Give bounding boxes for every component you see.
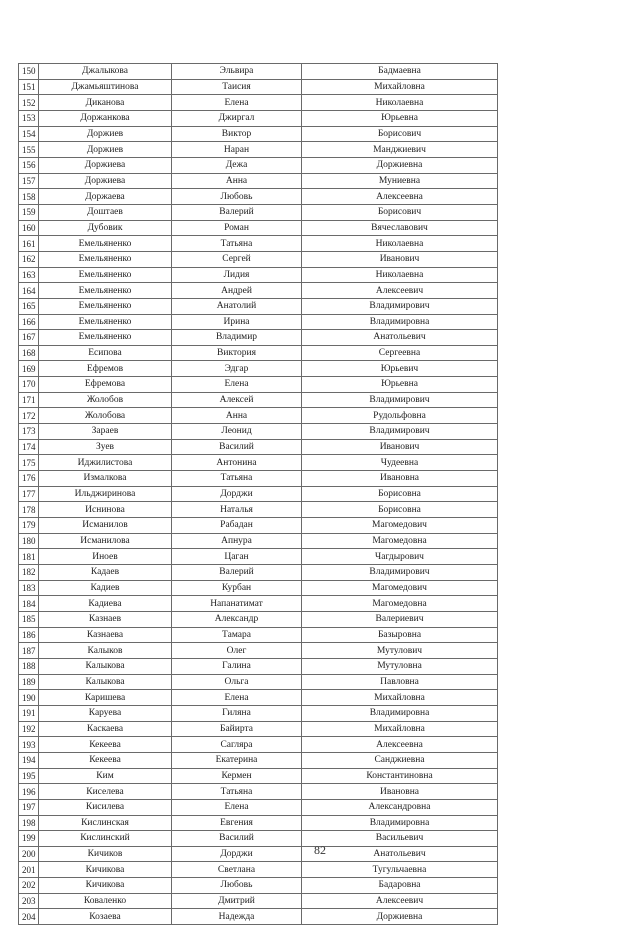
surname-cell: Есипова — [39, 345, 172, 361]
patronymic-cell: Магомедович — [302, 580, 498, 596]
row-number-cell: 194 — [19, 752, 39, 768]
first-name-cell: Апнура — [172, 533, 302, 549]
patronymic-cell: Иванович — [302, 439, 498, 455]
patronymic-cell: Санджиевна — [302, 752, 498, 768]
table-row — [19, 690, 498, 706]
first-name-cell: Байирта — [172, 721, 302, 737]
row-number-cell: 157 — [19, 173, 39, 189]
row-number-cell: 178 — [19, 502, 39, 518]
row-number-cell: 204 — [19, 909, 39, 925]
table-row — [19, 157, 498, 173]
row-number-cell: 160 — [19, 220, 39, 236]
row-number-cell: 182 — [19, 565, 39, 581]
patronymic-cell: Владимирович — [302, 392, 498, 408]
surname-cell: Джалыкова — [39, 64, 172, 80]
surname-cell: Ким — [39, 768, 172, 784]
row-number-cell: 165 — [19, 298, 39, 314]
surname-cell: Доржиева — [39, 157, 172, 173]
first-name-cell: Леонид — [172, 424, 302, 440]
row-number-cell: 161 — [19, 236, 39, 252]
row-number-cell: 187 — [19, 643, 39, 659]
first-name-cell: Екатерина — [172, 752, 302, 768]
first-name-cell: Напанатимат — [172, 596, 302, 612]
patronymic-cell: Анатольевич — [302, 846, 498, 862]
first-name-cell: Анна — [172, 173, 302, 189]
table-row — [19, 361, 498, 377]
surname-cell: Кислинская — [39, 815, 172, 831]
row-number-cell: 155 — [19, 142, 39, 158]
surname-cell: Доржиев — [39, 126, 172, 142]
surname-cell: Иджилистова — [39, 455, 172, 471]
row-number-cell: 167 — [19, 330, 39, 346]
patronymic-cell: Юрьевич — [302, 361, 498, 377]
table-row — [19, 799, 498, 815]
table-row — [19, 643, 498, 659]
patronymic-cell: Михайловна — [302, 690, 498, 706]
first-name-cell: Гиляна — [172, 705, 302, 721]
table-row — [19, 862, 498, 878]
patronymic-cell: Александровна — [302, 799, 498, 815]
table-row — [19, 267, 498, 283]
patronymic-cell: Борисович — [302, 204, 498, 220]
patronymic-cell: Алексеевна — [302, 189, 498, 205]
first-name-cell: Эльвира — [172, 64, 302, 80]
table-row — [19, 580, 498, 596]
patronymic-cell: Павловна — [302, 674, 498, 690]
patronymic-cell: Чудеевна — [302, 455, 498, 471]
surname-cell: Джамьяштинова — [39, 79, 172, 95]
row-number-cell: 195 — [19, 768, 39, 784]
table-row — [19, 721, 498, 737]
patronymic-cell: Магомедовна — [302, 596, 498, 612]
surname-cell: Кекеева — [39, 752, 172, 768]
patronymic-cell: Михайловна — [302, 79, 498, 95]
row-number-cell: 169 — [19, 361, 39, 377]
patronymic-cell: Алексеевич — [302, 893, 498, 909]
table-row — [19, 189, 498, 205]
row-number-cell: 151 — [19, 79, 39, 95]
row-number-cell: 189 — [19, 674, 39, 690]
table-row — [19, 893, 498, 909]
patronymic-cell: Анатольевич — [302, 330, 498, 346]
patronymic-cell: Рудольфовна — [302, 408, 498, 424]
surname-cell: Доржанкова — [39, 110, 172, 126]
table-row — [19, 768, 498, 784]
surname-cell: Ильджиринова — [39, 486, 172, 502]
first-name-cell: Олег — [172, 643, 302, 659]
first-name-cell: Кермен — [172, 768, 302, 784]
table-row — [19, 815, 498, 831]
first-name-cell: Ольга — [172, 674, 302, 690]
first-name-cell: Елена — [172, 799, 302, 815]
first-name-cell: Любовь — [172, 878, 302, 894]
surname-cell: Кекеева — [39, 737, 172, 753]
row-number-cell: 174 — [19, 439, 39, 455]
patronymic-cell: Владимирович — [302, 565, 498, 581]
row-number-cell: 152 — [19, 95, 39, 111]
surname-cell: Доржиева — [39, 173, 172, 189]
first-name-cell: Алексей — [172, 392, 302, 408]
first-name-cell: Таисия — [172, 79, 302, 95]
patronymic-cell: Николаевна — [302, 95, 498, 111]
first-name-cell: Дежа — [172, 157, 302, 173]
first-name-cell: Дорджи — [172, 846, 302, 862]
surname-cell: Кислинский — [39, 831, 172, 847]
row-number-cell: 153 — [19, 110, 39, 126]
row-number-cell: 199 — [19, 831, 39, 847]
surname-cell: Зараев — [39, 424, 172, 440]
first-name-cell: Владимир — [172, 330, 302, 346]
surname-cell: Кичиков — [39, 846, 172, 862]
row-number-cell: 156 — [19, 157, 39, 173]
row-number-cell: 200 — [19, 846, 39, 862]
first-name-cell: Светлана — [172, 862, 302, 878]
first-name-cell: Елена — [172, 95, 302, 111]
first-name-cell: Наталья — [172, 502, 302, 518]
surname-cell: Емельяненко — [39, 298, 172, 314]
row-number-cell: 164 — [19, 283, 39, 299]
first-name-cell: Виктор — [172, 126, 302, 142]
first-name-cell: Курбан — [172, 580, 302, 596]
table-row — [19, 204, 498, 220]
first-name-cell: Татьяна — [172, 784, 302, 800]
row-number-cell: 176 — [19, 471, 39, 487]
row-number-cell: 180 — [19, 533, 39, 549]
surname-cell: Казнаева — [39, 627, 172, 643]
surname-cell: Кичикова — [39, 878, 172, 894]
table-row — [19, 330, 498, 346]
surname-cell: Емельяненко — [39, 267, 172, 283]
roster-table — [18, 63, 498, 925]
first-name-cell: Евгения — [172, 815, 302, 831]
table-row — [19, 752, 498, 768]
surname-cell: Каруева — [39, 705, 172, 721]
table-row — [19, 345, 498, 361]
row-number-cell: 186 — [19, 627, 39, 643]
patronymic-cell: Владимировна — [302, 705, 498, 721]
first-name-cell: Елена — [172, 690, 302, 706]
table-row — [19, 705, 498, 721]
row-number-cell: 177 — [19, 486, 39, 502]
patronymic-cell: Владимировна — [302, 314, 498, 330]
row-number-cell: 162 — [19, 251, 39, 267]
surname-cell: Емельяненко — [39, 251, 172, 267]
surname-cell: Доштаев — [39, 204, 172, 220]
table-row — [19, 95, 498, 111]
row-number-cell: 163 — [19, 267, 39, 283]
first-name-cell: Галина — [172, 658, 302, 674]
surname-cell: Исманилова — [39, 533, 172, 549]
first-name-cell: Антонина — [172, 455, 302, 471]
surname-cell: Иснинова — [39, 502, 172, 518]
table-row — [19, 126, 498, 142]
patronymic-cell: Ивановна — [302, 784, 498, 800]
surname-cell: Киселева — [39, 784, 172, 800]
patronymic-cell: Борисович — [302, 126, 498, 142]
table-row — [19, 377, 498, 393]
patronymic-cell: Николаевна — [302, 236, 498, 252]
patronymic-cell: Владимирович — [302, 424, 498, 440]
table-row — [19, 518, 498, 534]
surname-cell: Исманилов — [39, 518, 172, 534]
first-name-cell: Дорджи — [172, 486, 302, 502]
row-number-cell: 183 — [19, 580, 39, 596]
table-row — [19, 502, 498, 518]
surname-cell: Кадиев — [39, 580, 172, 596]
patronymic-cell: Бадмаевна — [302, 64, 498, 80]
table-row — [19, 737, 498, 753]
table-row — [19, 627, 498, 643]
row-number-cell: 185 — [19, 611, 39, 627]
first-name-cell: Татьяна — [172, 236, 302, 252]
patronymic-cell: Сергеевна — [302, 345, 498, 361]
patronymic-cell: Валериевич — [302, 611, 498, 627]
patronymic-cell: Владимирович — [302, 298, 498, 314]
first-name-cell: Сергей — [172, 251, 302, 267]
first-name-cell: Любовь — [172, 189, 302, 205]
table-row — [19, 424, 498, 440]
patronymic-cell: Ивановна — [302, 471, 498, 487]
row-number-cell: 193 — [19, 737, 39, 753]
page-number: 82 — [314, 843, 326, 857]
patronymic-cell: Иванович — [302, 251, 498, 267]
first-name-cell: Джиргал — [172, 110, 302, 126]
table-row — [19, 439, 498, 455]
table-row — [19, 455, 498, 471]
patronymic-cell: Борисовна — [302, 502, 498, 518]
patronymic-cell: Борисовна — [302, 486, 498, 502]
surname-cell: Каскаева — [39, 721, 172, 737]
patronymic-cell: Чагдырович — [302, 549, 498, 565]
table-row — [19, 611, 498, 627]
patronymic-cell: Тугульчаевна — [302, 862, 498, 878]
first-name-cell: Наран — [172, 142, 302, 158]
table-row — [19, 471, 498, 487]
surname-cell: Кичикова — [39, 862, 172, 878]
surname-cell: Калыкова — [39, 674, 172, 690]
surname-cell: Иноев — [39, 549, 172, 565]
surname-cell: Емельяненко — [39, 283, 172, 299]
table-row — [19, 79, 498, 95]
surname-cell: Козаева — [39, 909, 172, 925]
surname-cell: Кисилева — [39, 799, 172, 815]
row-number-cell: 172 — [19, 408, 39, 424]
first-name-cell: Рабадан — [172, 518, 302, 534]
first-name-cell: Лидия — [172, 267, 302, 283]
table-row — [19, 596, 498, 612]
first-name-cell: Валерий — [172, 565, 302, 581]
table-row — [19, 142, 498, 158]
row-number-cell: 154 — [19, 126, 39, 142]
table-row — [19, 486, 498, 502]
table-row — [19, 314, 498, 330]
table-row — [19, 236, 498, 252]
row-number-cell: 197 — [19, 799, 39, 815]
table-row — [19, 658, 498, 674]
table-row — [19, 408, 498, 424]
first-name-cell: Анатолий — [172, 298, 302, 314]
patronymic-cell: Доржиевна — [302, 157, 498, 173]
row-number-cell: 196 — [19, 784, 39, 800]
patronymic-cell: Николаевна — [302, 267, 498, 283]
surname-cell: Казнаев — [39, 611, 172, 627]
surname-cell: Ефремов — [39, 361, 172, 377]
table-row — [19, 533, 498, 549]
first-name-cell: Василий — [172, 439, 302, 455]
first-name-cell: Виктория — [172, 345, 302, 361]
table-row — [19, 565, 498, 581]
row-number-cell: 184 — [19, 596, 39, 612]
surname-cell: Калыкова — [39, 658, 172, 674]
first-name-cell: Эдгар — [172, 361, 302, 377]
patronymic-cell: Бадаровна — [302, 878, 498, 894]
first-name-cell: Надежда — [172, 909, 302, 925]
surname-cell: Доржиев — [39, 142, 172, 158]
first-name-cell: Анна — [172, 408, 302, 424]
first-name-cell: Андрей — [172, 283, 302, 299]
row-number-cell: 158 — [19, 189, 39, 205]
row-number-cell: 181 — [19, 549, 39, 565]
table-row — [19, 549, 498, 565]
row-number-cell: 190 — [19, 690, 39, 706]
row-number-cell: 202 — [19, 878, 39, 894]
row-number-cell: 191 — [19, 705, 39, 721]
patronymic-cell: Владимировна — [302, 815, 498, 831]
row-number-cell: 175 — [19, 455, 39, 471]
patronymic-cell: Юрьевна — [302, 377, 498, 393]
first-name-cell: Елена — [172, 377, 302, 393]
surname-cell: Кадиева — [39, 596, 172, 612]
table-row — [19, 674, 498, 690]
first-name-cell: Василий — [172, 831, 302, 847]
patronymic-cell: Мутуловна — [302, 658, 498, 674]
surname-cell: Измалкова — [39, 471, 172, 487]
row-number-cell: 173 — [19, 424, 39, 440]
row-number-cell: 192 — [19, 721, 39, 737]
row-number-cell: 179 — [19, 518, 39, 534]
first-name-cell: Александр — [172, 611, 302, 627]
patronymic-cell: Муниевна — [302, 173, 498, 189]
row-number-cell: 150 — [19, 64, 39, 80]
row-number-cell: 159 — [19, 204, 39, 220]
surname-cell: Ефремова — [39, 377, 172, 393]
patronymic-cell: Алексеевич — [302, 283, 498, 299]
table-row — [19, 392, 498, 408]
table-row — [19, 64, 498, 80]
surname-cell: Жолобова — [39, 408, 172, 424]
first-name-cell: Цаган — [172, 549, 302, 565]
patronymic-cell: Вячеславович — [302, 220, 498, 236]
patronymic-cell: Алексеевна — [302, 737, 498, 753]
row-number-cell: 203 — [19, 893, 39, 909]
table-row — [19, 251, 498, 267]
patronymic-cell: Мутулович — [302, 643, 498, 659]
first-name-cell: Валерий — [172, 204, 302, 220]
patronymic-cell: Манджиевич — [302, 142, 498, 158]
patronymic-cell: Доржиевна — [302, 909, 498, 925]
roster-table-body — [19, 64, 498, 925]
row-number-cell: 188 — [19, 658, 39, 674]
patronymic-cell: Константиновна — [302, 768, 498, 784]
table-row — [19, 220, 498, 236]
row-number-cell: 201 — [19, 862, 39, 878]
surname-cell: Калыков — [39, 643, 172, 659]
surname-cell: Кадаев — [39, 565, 172, 581]
row-number-cell: 171 — [19, 392, 39, 408]
table-row — [19, 909, 498, 925]
first-name-cell: Роман — [172, 220, 302, 236]
first-name-cell: Сагляра — [172, 737, 302, 753]
row-number-cell: 168 — [19, 345, 39, 361]
table-row — [19, 173, 498, 189]
surname-cell: Коваленко — [39, 893, 172, 909]
first-name-cell: Ирина — [172, 314, 302, 330]
surname-cell: Зуев — [39, 439, 172, 455]
surname-cell: Доржаева — [39, 189, 172, 205]
patronymic-cell: Базыровна — [302, 627, 498, 643]
surname-cell: Емельяненко — [39, 314, 172, 330]
surname-cell: Дубовик — [39, 220, 172, 236]
surname-cell: Емельяненко — [39, 330, 172, 346]
row-number-cell: 170 — [19, 377, 39, 393]
table-row — [19, 110, 498, 126]
surname-cell: Жолобов — [39, 392, 172, 408]
patronymic-cell: Магомедович — [302, 518, 498, 534]
patronymic-cell: Юрьевна — [302, 110, 498, 126]
first-name-cell: Тамара — [172, 627, 302, 643]
first-name-cell: Татьяна — [172, 471, 302, 487]
patronymic-cell: Магомедовна — [302, 533, 498, 549]
surname-cell: Диканова — [39, 95, 172, 111]
first-name-cell: Дмитрий — [172, 893, 302, 909]
table-row — [19, 298, 498, 314]
patronymic-cell: Васильевич — [302, 831, 498, 847]
table-row — [19, 784, 498, 800]
surname-cell: Каришева — [39, 690, 172, 706]
row-number-cell: 166 — [19, 314, 39, 330]
patronymic-cell: Михайловна — [302, 721, 498, 737]
row-number-cell: 198 — [19, 815, 39, 831]
table-row — [19, 878, 498, 894]
table-row — [19, 283, 498, 299]
surname-cell: Емельяненко — [39, 236, 172, 252]
